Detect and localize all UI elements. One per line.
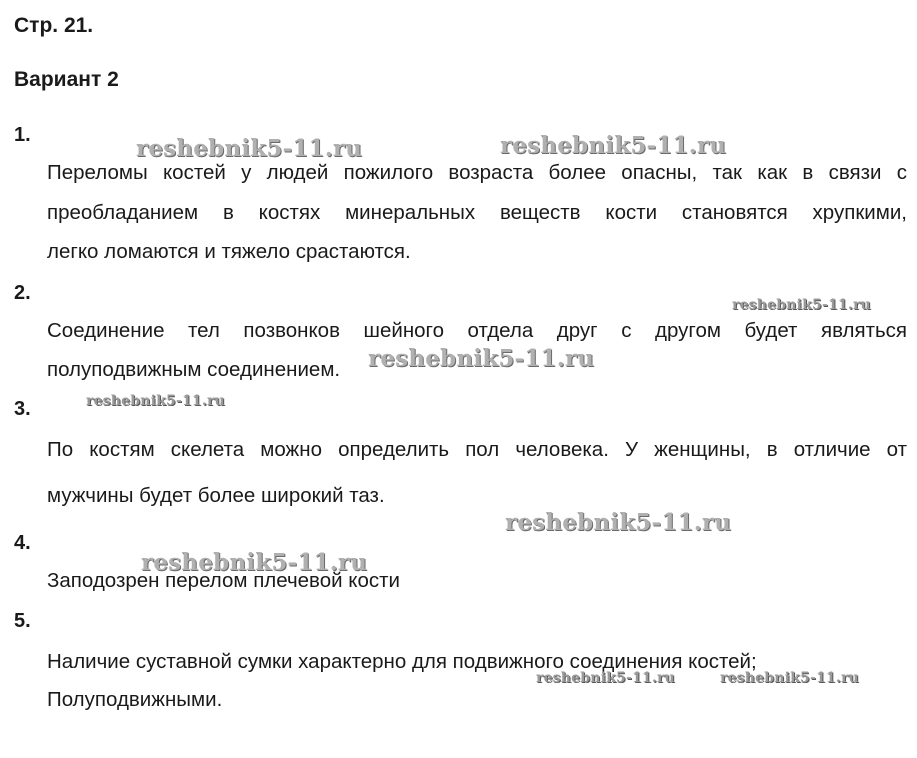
watermark: reshebnik5-11.ru <box>720 670 859 686</box>
answer-5-line-1: Наличие суставной сумки характерно для подвижного соединения костей; <box>47 650 757 673</box>
answer-5-line-2: Полуподвижными. <box>47 688 223 711</box>
watermark: reshebnik5-11.ru <box>141 549 368 576</box>
watermark: reshebnik5-11.ru <box>368 345 595 372</box>
variant-heading: Вариант 2 <box>14 68 119 91</box>
answer-3-line-2: мужчины будет более широкий таз. <box>47 484 385 507</box>
answer-number-5: 5. <box>14 610 31 632</box>
answer-number-2: 2. <box>14 282 31 304</box>
watermark: reshebnik5-11.ru <box>136 135 363 162</box>
answer-number-1: 1. <box>14 124 31 146</box>
answer-number-4: 4. <box>14 532 31 554</box>
watermark: reshebnik5-11.ru <box>86 393 225 409</box>
answer-number-3: 3. <box>14 398 31 420</box>
watermark: reshebnik5-11.ru <box>505 509 732 536</box>
answer-1-line-3: легко ломаются и тяжело срастаются. <box>47 240 411 263</box>
answer-3-line-1: По костям скелета можно определить пол человека. У женщины, в отличие от <box>47 438 907 461</box>
answer-1-line-1: Переломы костей у людей пожилого возраста более опасны, так как в связи с <box>47 161 907 184</box>
answer-2-line-1: Соединение тел позвонков шейного отдела друг с другом будет являться <box>47 319 907 342</box>
watermark: reshebnik5-11.ru <box>536 670 675 686</box>
watermark: reshebnik5-11.ru <box>500 132 727 159</box>
answer-1-line-2: преобладанием в костях минеральных веществ кости становятся хрупкими, <box>47 201 907 224</box>
answer-2-line-2: полуподвижным соединением. <box>47 358 341 381</box>
watermark: reshebnik5-11.ru <box>732 297 871 313</box>
page-label: Стр. 21. <box>14 14 94 37</box>
answer-4-line-1: Заподозрен перелом плечевой кости <box>47 569 400 592</box>
